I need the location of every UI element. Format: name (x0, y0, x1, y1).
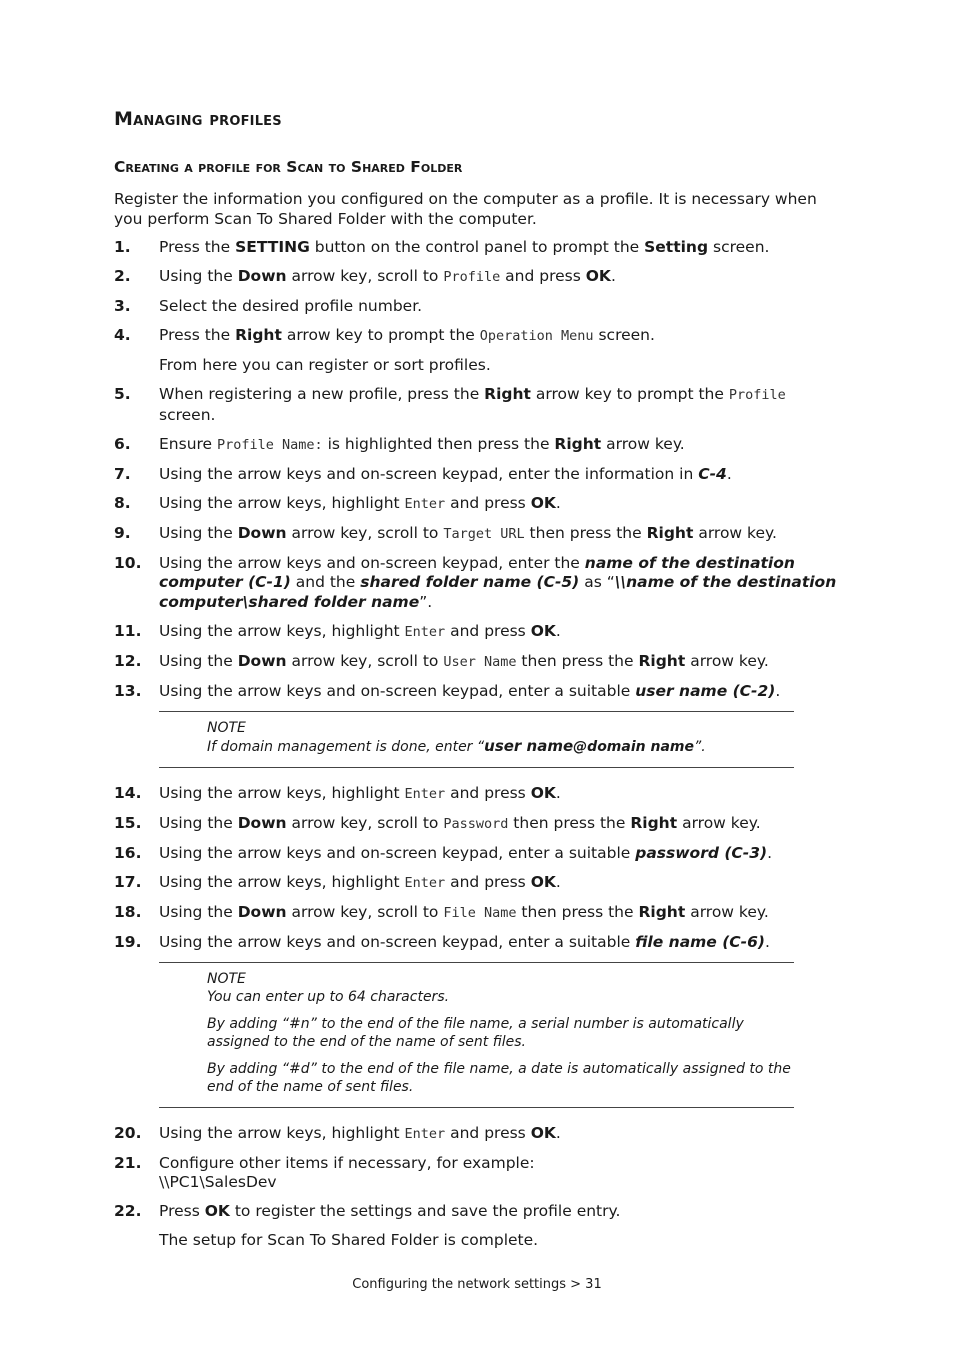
step-number: 18. (114, 902, 142, 921)
step-number: 14. (114, 783, 142, 802)
step-number: 9. (114, 523, 131, 542)
step-number: 5. (114, 385, 131, 403)
step-text: Using the arrow keys and on-screen keypad, enter a suitable user name (C-2). (159, 681, 781, 700)
step-12 (114, 652, 844, 673)
step-number: 4. (114, 326, 131, 344)
intro-paragraph: Register the information you configured on the computer as a profile. It is necessary when you perform Scan To Shared Folder with the computer. (114, 190, 817, 228)
step-text: When registering a new profile, press the Right arrow key to prompt the Profile screen. (159, 385, 786, 424)
step-text: Using the Down arrow key, scroll to File Name then press the Right arrow key. (159, 902, 769, 921)
example-path: \\PC1\SalesDev (159, 1173, 277, 1191)
step-number: 11. (114, 621, 142, 640)
step-4-subtext: From here you can register or sort profiles. (159, 356, 491, 374)
step-10 (114, 554, 844, 613)
step-number: 10. (114, 553, 142, 572)
step-number: 7. (114, 464, 131, 483)
step-number: 2. (114, 267, 131, 285)
step-16 (114, 844, 844, 864)
step-number: 22. (114, 1202, 142, 1220)
step-text: Using the arrow keys, highlight Enter and press OK. (159, 872, 561, 891)
note-text: By adding “#d” to the end of the file name, a date is automatically assigned to the end of the name of sent files. (207, 1060, 791, 1095)
step-text: Ensure Profile Name: is highlighted then press the Right arrow key. (159, 434, 685, 453)
step-number: 1. (114, 238, 131, 256)
step-18 (114, 903, 844, 924)
step-text: Using the arrow keys, highlight Enter and press OK. (159, 1123, 561, 1142)
page-heading: Managing profiles (114, 108, 282, 130)
step-text: Using the Down arrow key, scroll to User Name then press the Right arrow key. (159, 651, 769, 670)
step-text: Using the arrow keys and on-screen keypad, enter the name of the destination computer (C-1) and the shared folder name (C-5) as “\\name of the destination computer\shared folder name”. (159, 553, 837, 611)
step-11 (114, 622, 844, 643)
step-text: Using the Down arrow key, scroll to Target URL then press the Right arrow key. (159, 523, 777, 542)
step-text: Using the arrow keys and on-screen keypad, enter a suitable file name (C-6). (159, 932, 770, 951)
steps-list (114, 238, 844, 1260)
step-text: Using the Down arrow key, scroll to Profile and press OK. (159, 267, 616, 285)
note-box-filename (159, 962, 794, 1108)
step-number: 20. (114, 1123, 142, 1142)
note-label: NOTE (207, 970, 246, 987)
step-15 (114, 814, 844, 835)
step-text: Using the arrow keys and on-screen keypad, enter the information in C-4. (159, 464, 732, 483)
step-text: Using the arrow keys, highlight Enter and press OK. (159, 621, 561, 640)
step-19 (114, 933, 844, 953)
step-14 (114, 784, 844, 805)
step-20 (114, 1124, 844, 1145)
step-number: 17. (114, 872, 142, 891)
step-22 (114, 1202, 844, 1222)
step-3 (114, 297, 844, 317)
step-4 (114, 326, 844, 347)
step-text: Using the arrow keys and on-screen keypad, enter a suitable password (C-3). (159, 843, 773, 862)
step-text: Using the arrow keys, highlight Enter and press OK. (159, 783, 561, 802)
step-17 (114, 873, 844, 894)
step-text: Press OK to register the settings and save the profile entry. (159, 1202, 621, 1220)
step-7 (114, 465, 844, 485)
note-box-domain (159, 711, 794, 768)
step-text: Select the desired profile number. (159, 297, 423, 315)
step-number: 3. (114, 297, 131, 315)
note-label: NOTE (207, 719, 246, 736)
step-number: 21. (114, 1153, 142, 1172)
step-text: Using the arrow keys, highlight Enter and press OK. (159, 493, 561, 512)
step-2 (114, 267, 844, 288)
section-heading: Creating a profile for Scan to Shared Folder (114, 158, 463, 176)
page-footer: Configuring the network settings > 31 (352, 1277, 602, 1292)
step-8 (114, 494, 844, 515)
note-text: If domain management is done, enter “user name@domain name”. (207, 737, 706, 755)
step-number: 13. (114, 681, 142, 700)
note-text: You can enter up to 64 characters. (207, 989, 450, 1005)
step-1 (114, 238, 844, 258)
step-9 (114, 524, 844, 545)
step-13 (114, 682, 844, 702)
step-number: 6. (114, 434, 131, 453)
step-text: Configure other items if necessary, for example: \\PC1\SalesDev (159, 1153, 535, 1191)
step-number: 12. (114, 651, 142, 670)
step-text: Press the Right arrow key to prompt the Operation Menu screen. (159, 326, 655, 344)
step-22-subtext: The setup for Scan To Shared Folder is complete. (159, 1231, 539, 1249)
note-text: By adding “#n” to the end of the file name, a serial number is automatically assigned to the end of the name of sent files. (207, 1015, 744, 1050)
step-number: 19. (114, 932, 142, 951)
step-number: 8. (114, 493, 131, 512)
step-21 (114, 1154, 844, 1193)
step-number: 16. (114, 843, 142, 862)
step-number: 15. (114, 813, 142, 832)
step-text: Press the SETTING button on the control panel to prompt the Setting screen. (159, 238, 770, 256)
step-text: Using the Down arrow key, scroll to Password then press the Right arrow key. (159, 813, 761, 832)
step-5 (114, 385, 844, 425)
step-6 (114, 435, 844, 456)
